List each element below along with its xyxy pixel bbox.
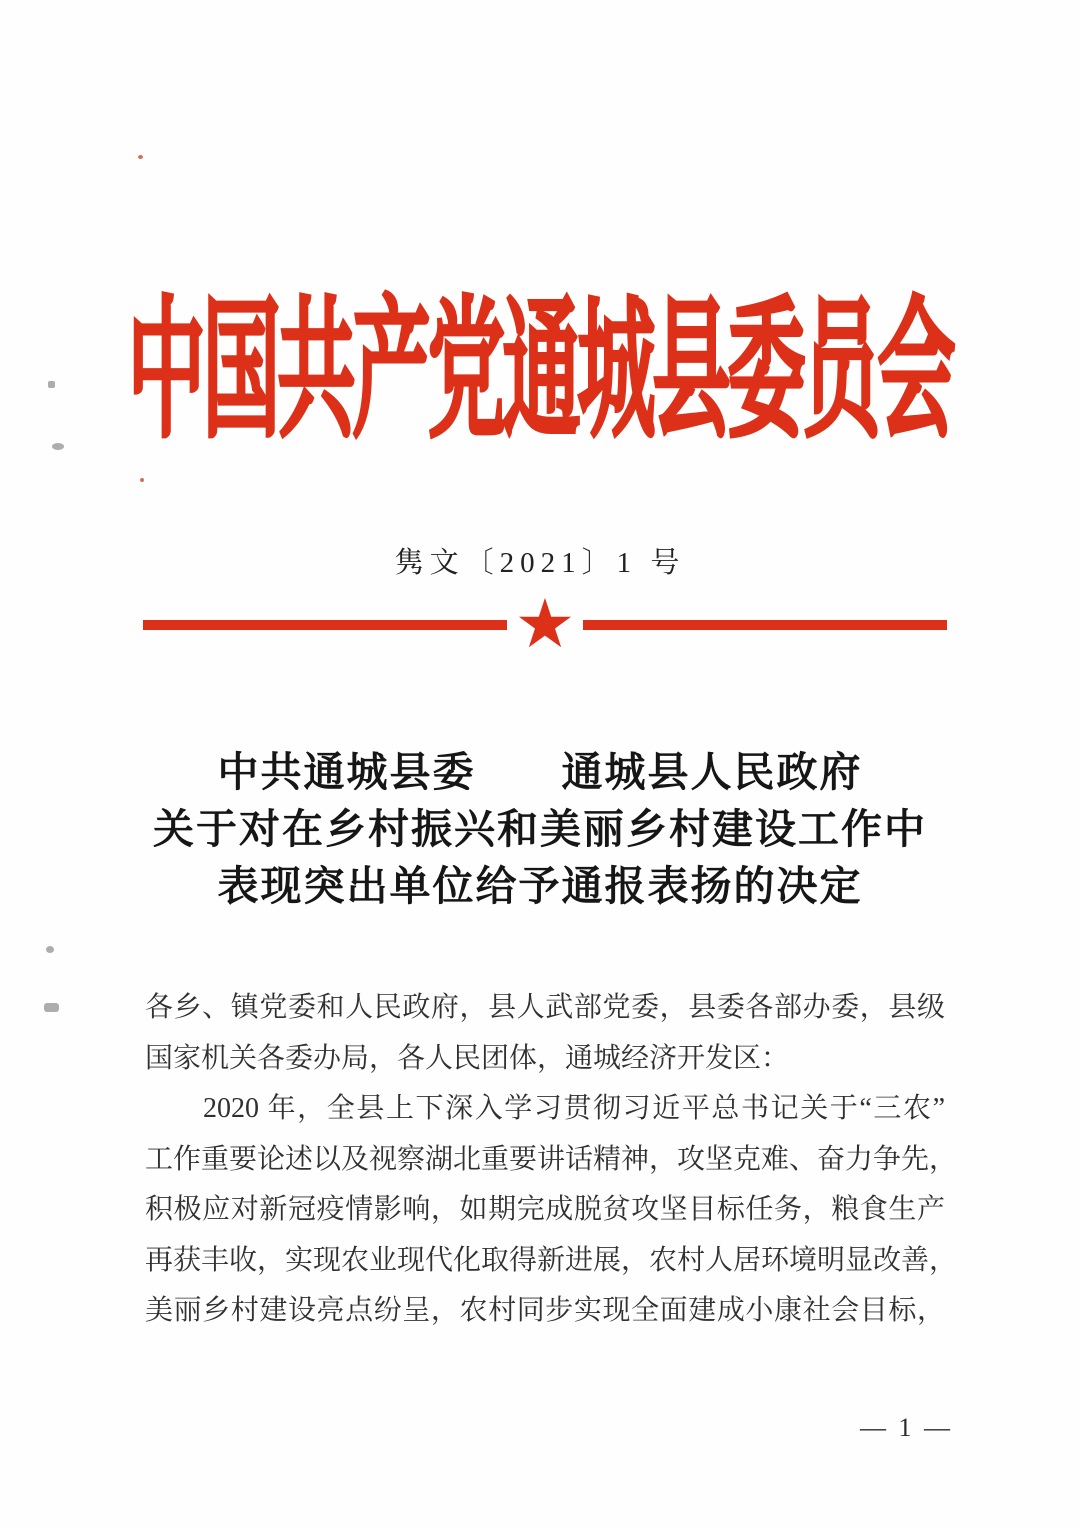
scan-speck: [138, 155, 143, 159]
star-icon: ★: [514, 585, 576, 664]
paragraph-line: 工作重要论述以及视察湖北重要讲话精神，攻坚克难、奋力争先，: [145, 1143, 958, 1175]
paragraph-line: 2020 年，全县上下深入学习贯彻习近平总书记关于“三农”: [203, 1093, 945, 1124]
red-divider: [143, 585, 947, 664]
paragraph-line: 再获丰收，实现农业现代化取得新进展，农村人居环境明显改善，: [145, 1244, 958, 1276]
title-line-3: 表现突出单位给予通报表扬的决定: [217, 863, 863, 909]
body-text: [145, 983, 958, 1337]
divider-rule-right: [583, 620, 947, 630]
salutation-line: 国家机关各委办局，各人民团体，通城经济开发区：: [145, 1042, 790, 1074]
title-line-2: 关于对在乡村振兴和美丽乡村建设工作中: [153, 806, 927, 852]
divider-rule-left: [143, 620, 507, 630]
document-title: [0, 744, 1080, 915]
scan-speck: [48, 381, 55, 388]
paragraph-line: 积极应对新冠疫情影响，如期完成脱贫攻坚目标任务，粮食生产: [145, 1194, 945, 1225]
scan-speck: [52, 443, 64, 450]
doc-number: 隽文〔2021〕1 号: [394, 547, 686, 579]
scan-speck: [140, 478, 144, 482]
masthead: [0, 286, 1080, 456]
paragraph-line: 美丽乡村建设亮点纷呈，农村同步实现全面建成小康社会目标，: [145, 1295, 945, 1326]
scan-speck: [46, 946, 54, 953]
title-line-1: 中共通城县委 通城县人民政府: [217, 749, 863, 795]
issuing-org-name: 中国共产党通城县委员会: [127, 286, 953, 456]
page-number: — 1 —: [860, 1413, 953, 1442]
salutation-line: 各乡、镇党委和人民政府，县人武部党委，县委各部办委，县级: [145, 992, 945, 1023]
scan-speck: [44, 1003, 59, 1012]
